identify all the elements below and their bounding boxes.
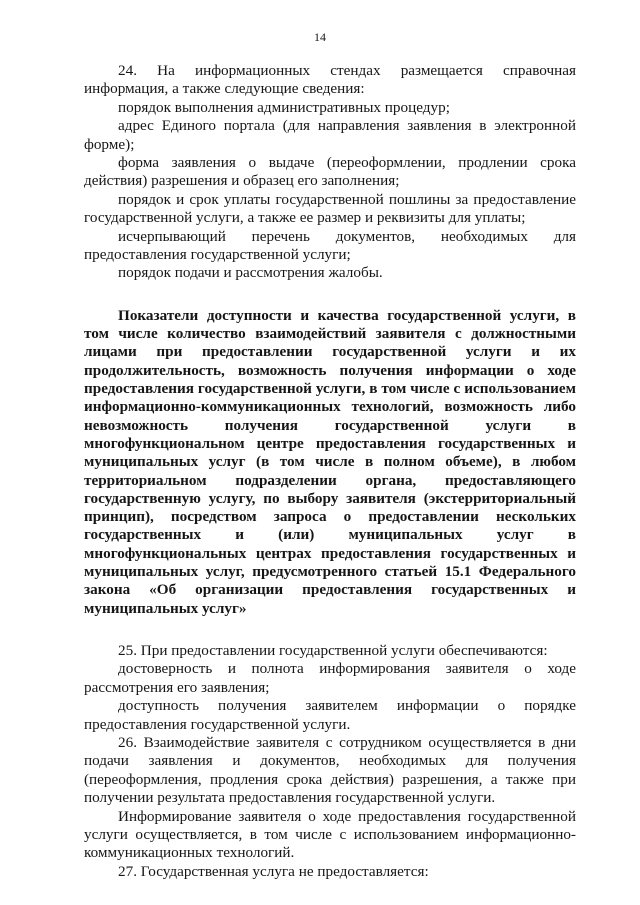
page-number: 14 — [314, 30, 326, 44]
section-heading: Показатели доступности и качества государственной услуги, в том числе количество взаимодействий заявителя с должностными лицами при предоставлении государственной услуги и их продолжительность, возможность получения информации о ходе предоставления государственной услуги, в том числе с использованием информационно-коммуникационных технологий, возможность либо невозможность получения государственной услуги в многофункциональном центре предоставления государственных и муниципальных услуг (в том числе в полном объеме), в любом территориальном подразделении органа, предоставляющего государственную услугу, по выбору заявителя (экстерриториальный принцип), посредством запроса о предоставлении нескольких государственных и (или) муниципальных услуг в многофункциональных центрах предоставления государственных и муниципальных услуг, предусмотренного статьей 15.1 Федерального закона «Об организации предоставления государственных и муниципальных услуг» — [84, 306, 576, 617]
paragraph-27: 27. Государственная услуга не предоставляется: — [118, 862, 429, 880]
list-item: порядок выполнения административных процедур; — [118, 98, 450, 116]
document-body — [84, 62, 576, 881]
list-item: порядок и срок уплаты государственной пошлины за предоставление государственной услуги, а также ее размер и реквизиты для уплаты; — [84, 190, 576, 227]
paragraph-24-intro: 24. На информационных стендах размещается справочная информация, а также следующие сведения: — [84, 62, 576, 98]
list-item: достоверность и полнота информирования заявителя о ходе рассмотрения его заявления; — [84, 660, 576, 696]
list-item: доступность получения заявителем информации о порядке предоставления государственной услуги. — [84, 697, 576, 733]
list-item: исчерпывающий перечень документов, необходимых для предоставления государственной услуги; — [84, 227, 576, 264]
paragraph-26: 26. Взаимодействие заявителя с сотрудником осуществляется в дни подачи заявления и документов, необходимых для получения (переоформления, продления срока действия) разрешения, а также при получении результата предоставления государственной услуги. — [84, 733, 576, 807]
list-item: форма заявления о выдаче (переоформлении, продлении срока действия) разрешения и образец его заполнения; — [84, 154, 576, 190]
list-item: адрес Единого портала (для направления заявления в электронной форме); — [84, 117, 576, 153]
list-item: порядок подачи и рассмотрения жалобы. — [118, 264, 383, 282]
paragraph-25-intro: 25. При предоставлении государственной услуги обеспечиваются: — [118, 641, 548, 659]
paragraph-26-informing: Информирование заявителя о ходе предоставления государственной услуги осуществляется, в том числе с использованием информационно-коммуникационных технологий. — [84, 807, 576, 862]
